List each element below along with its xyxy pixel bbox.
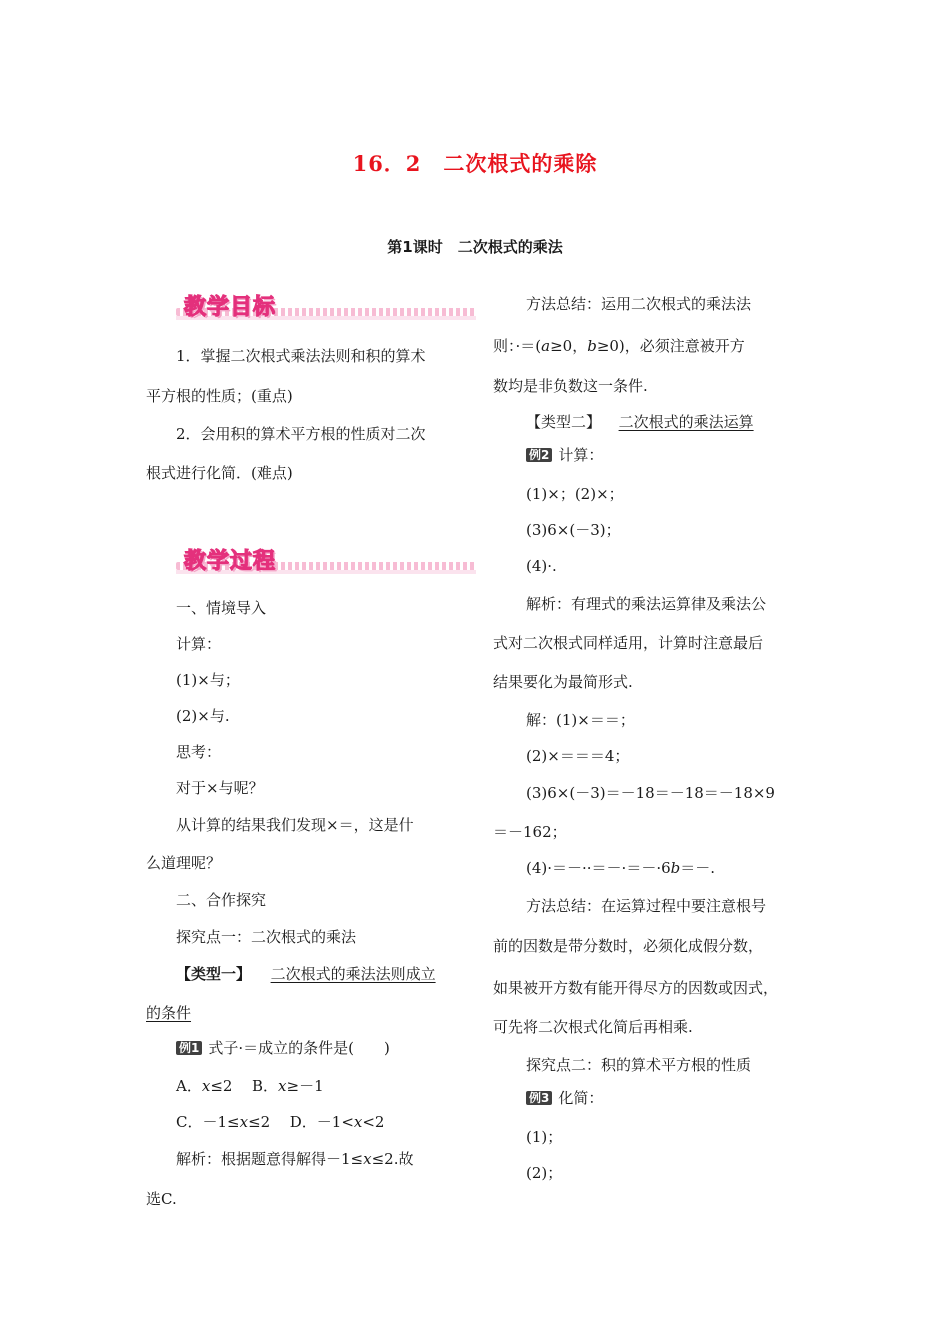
type-heading: [526, 412, 754, 432]
example-2: [526, 445, 603, 465]
type-bracket: 【类型一】: [176, 965, 252, 983]
analysis: 解析：有理式的乘法运算律及乘法公: [526, 595, 767, 613]
example-3: [526, 1088, 603, 1108]
teaching-goals-banner: [146, 290, 476, 326]
question: (1)；: [526, 1128, 563, 1146]
method-summary-line-3: 数均是非负数这一条件.: [493, 377, 648, 395]
goal-1-line-1: 1．掌握二次根式乘法法则和积的算术: [176, 347, 426, 365]
example-1: [176, 1038, 390, 1058]
paragraph: 么道理呢？: [146, 854, 222, 872]
analysis-continued: 选C.: [146, 1190, 177, 1208]
paragraph: 计算：: [176, 635, 222, 653]
solution-line: (2)×＝＝＝4；: [526, 747, 630, 765]
example-text: 化简：: [558, 1089, 604, 1107]
lesson-subtitle: 第1课时 二次根式的乘法: [387, 238, 563, 256]
question: (3)6×(－3)；: [526, 521, 621, 539]
method-summary-line-2: 则：·＝(a≥0，b≥0)，必须注意被开方: [493, 337, 745, 355]
example-badge: 例2: [526, 448, 552, 462]
choice-options-cd: C．－1≤x≤2 D．－1<x<2: [176, 1113, 385, 1131]
example-text: 式子·＝成立的条件是( ): [208, 1039, 390, 1057]
analysis: 解析：根据题意得解得－1≤x≤2.故: [176, 1150, 414, 1168]
paragraph: 思考：: [176, 743, 222, 761]
analysis: 结果要化为最简形式.: [493, 673, 633, 691]
paragraph: 对于×与呢？: [176, 779, 264, 797]
question: (1)×；(2)×；: [526, 485, 624, 503]
section-heading: 二、合作探究: [176, 891, 267, 909]
method-summary: 可先将二次根式化简后再相乘.: [493, 1018, 693, 1036]
solution-line: 解：(1)×＝＝；: [526, 711, 635, 729]
type-title: 二次根式的乘法法则成立: [270, 965, 436, 983]
paragraph: 从计算的结果我们发现×＝，这是什: [176, 816, 414, 834]
section-heading: 一、情境导入: [176, 599, 267, 617]
explore-point-heading: 探究点一：二次根式的乘法: [176, 928, 357, 946]
explore-point-heading: 探究点二：积的算术平方根的性质: [526, 1056, 752, 1074]
method-summary: 前的因数是带分数时，必须化成假分数，: [493, 937, 764, 955]
banner-label: 教学过程: [184, 549, 277, 574]
method-summary: 方法总结：在运算过程中要注意根号: [526, 897, 767, 915]
banner-label: 教学目标: [184, 295, 277, 320]
goal-2-line-1: 2．会用积的算术平方根的性质对二次: [176, 425, 426, 443]
example-text: 计算：: [558, 446, 604, 464]
question: (4)·.: [526, 557, 557, 575]
type-title-continued: 的条件: [146, 1004, 192, 1022]
solution-line: (3)6×(－3)＝－18＝－18＝－18×9: [526, 784, 775, 802]
page-title: 16．2 二次根式的乘除: [352, 151, 598, 176]
type-bracket: 【类型二】: [526, 413, 602, 431]
example-badge: 例3: [526, 1091, 552, 1105]
paragraph: (1)×与；: [176, 671, 240, 689]
example-badge: 例1: [176, 1041, 202, 1055]
analysis: 式对二次根式同样适用，计算时注意最后: [493, 634, 764, 652]
paragraph: (2)×与.: [176, 707, 230, 725]
choice-options-ab: A．x≤2 B．x≥－1: [176, 1077, 324, 1095]
goal-2-line-2: 根式进行化简．(难点): [146, 464, 293, 482]
method-summary: 方法总结：运用二次根式的乘法法: [526, 295, 752, 313]
method-summary: 如果被开方数有能开得尽方的因数或因式，: [493, 979, 779, 997]
type-heading: [176, 964, 436, 984]
solution-line: (4)·＝－··＝－·＝－·6b＝－.: [526, 859, 716, 877]
teaching-process-banner: [146, 544, 476, 580]
question: (2)；: [526, 1164, 563, 1182]
type-title: 二次根式的乘法运算: [618, 413, 754, 431]
goal-1-line-2: 平方根的性质；(重点): [146, 387, 293, 405]
solution-line: ＝－162；: [493, 823, 567, 841]
